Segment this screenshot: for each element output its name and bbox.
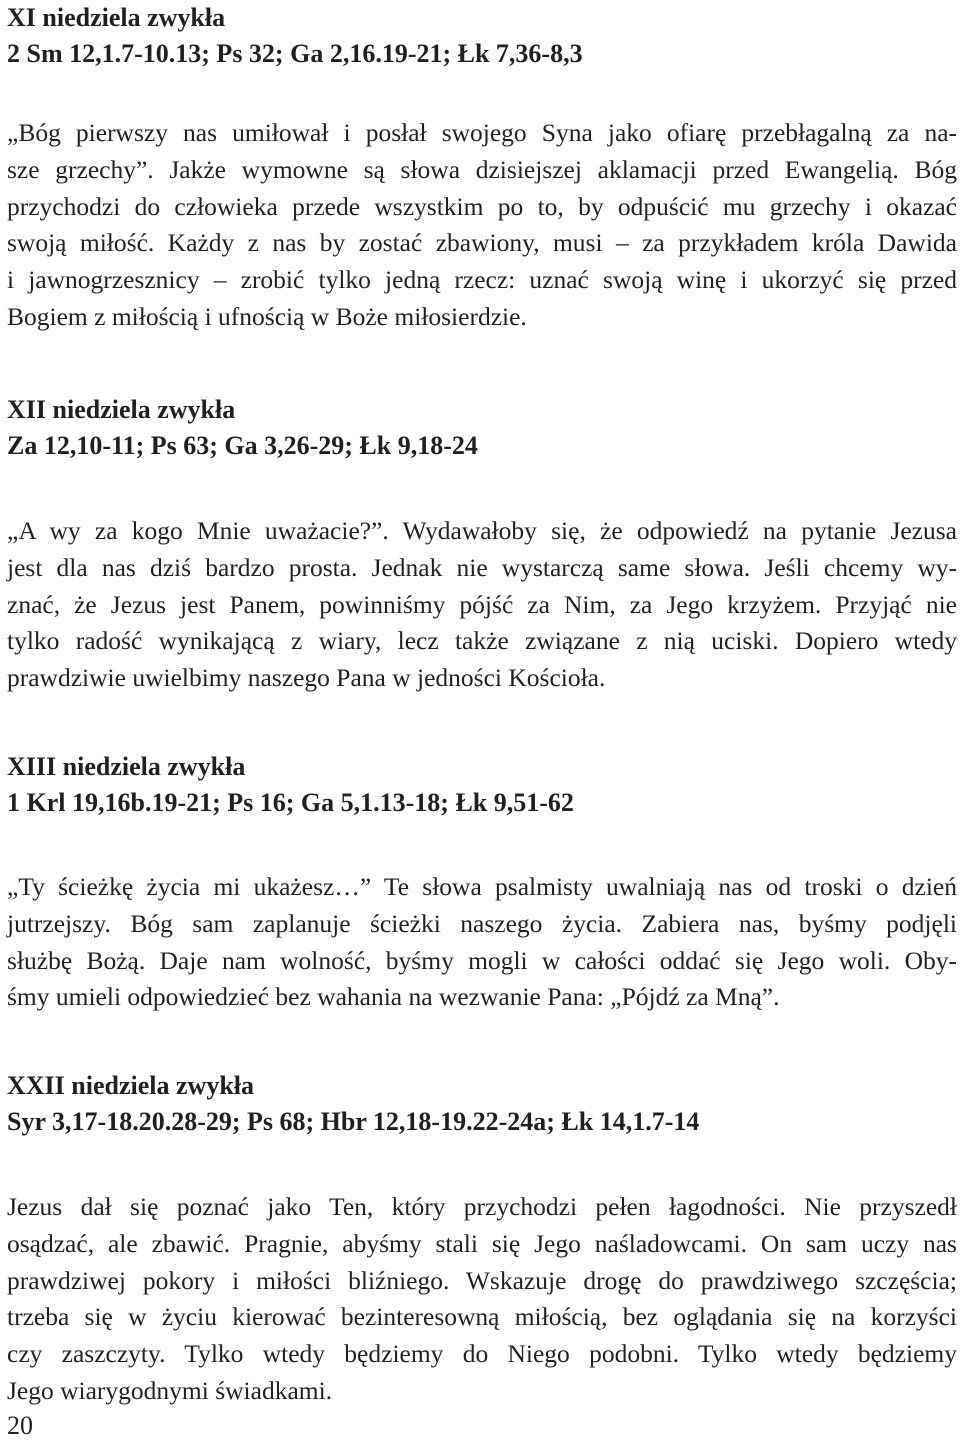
paragraph-line: służbę Bożą. Daje nam wolność, byśmy mogli w całości oddać się Jego woli. Oby- <box>7 945 957 975</box>
scripture-references: 1 Krl 19,16b.19-21; Ps 16; Ga 5,1.13-18; Łk 9,51-62 <box>7 788 574 817</box>
paragraph-line: Jego wiarygodnymi świadkami. <box>7 1375 333 1405</box>
section-paragraph <box>7 115 957 336</box>
paragraph-line: swoją miłość. Każdy z nas by zostać zbawiony, musi – za przykładem króla Dawida <box>7 228 957 258</box>
page-number: 20 <box>7 1411 33 1440</box>
section-title: XI niedziela zwykła <box>7 3 226 32</box>
section-title: XII niedziela zwykła <box>7 395 236 424</box>
paragraph-line: tylko radość wynikającą z wiary, lecz także związane z nią uciski. Dopiero wtedy <box>7 626 957 656</box>
paragraph-line: znać, że Jezus jest Panem, powinniśmy pójść za Nim, za Jego krzyżem. Przyjąć nie <box>7 589 957 619</box>
section-title: XIII niedziela zwykła <box>7 752 246 781</box>
paragraph-line: trzeba się w życiu kierować bezinteresowną miłością, bez oglądania się na korzyści <box>7 1302 957 1332</box>
paragraph-line: „A wy za kogo Mnie uważacie?”. Wydawałoby się, że odpowiedź na pytanie Jezusa <box>7 516 957 545</box>
section-paragraph <box>7 869 957 1016</box>
section-xii-sunday <box>7 392 957 697</box>
paragraph-line: śmy umieli odpowiedzieć bez wahania na wezwanie Pana: „Pójdź za Mną”. <box>7 982 780 1012</box>
paragraph-line: i jawnogrzesznicy – zrobić tylko jedną rzecz: uznać swoją winę i ukorzyć się przed <box>7 265 957 295</box>
scripture-references: 2 Sm 12,1.7-10.13; Ps 32; Ga 2,16.19-21; Łk 7,36-8,3 <box>7 39 583 68</box>
paragraph-line: osądzać, ale zbawić. Pragnie, abyśmy stali się Jego naśladowcami. On sam uczy nas <box>7 1228 957 1258</box>
paragraph-line: jutrzejszy. Bóg sam zaplanuje ścieżki naszego życia. Zabiera nas, byśmy podjęli <box>7 908 957 938</box>
section-xi-sunday <box>7 0 957 336</box>
paragraph-line: sze grzechy”. Jakże wymowne są słowa dzisiejszej aklamacji przed Ewangelią. Bóg <box>7 154 957 184</box>
paragraph-line: „Ty ścieżkę życia mi ukażesz…” Te słowa psalmisty uwalniają nas od troski o dzień <box>7 872 957 901</box>
paragraph-line: Jezus dał się poznać jako Ten, który przychodzi pełen łagodności. Nie przyszedł <box>7 1192 957 1221</box>
section-title: XXII niedziela zwykła <box>7 1071 254 1100</box>
section-xiii-sunday <box>7 749 957 1016</box>
scripture-references: Za 12,10-11; Ps 63; Ga 3,26-29; Łk 9,18-24 <box>7 431 478 460</box>
section-paragraph <box>7 1189 957 1410</box>
paragraph-line: prawdziwej pokory i miłości bliźniego. Wskazuje drogę do prawdziwego szczęścia; <box>7 1265 957 1295</box>
paragraph-line: Bogiem z miłością i ufnością w Boże miłosierdzie. <box>7 301 527 331</box>
paragraph-line: czy zaszczyty. Tylko wtedy będziemy do Niego podobni. Tylko wtedy będziemy <box>7 1339 957 1369</box>
paragraph-line: jest dla nas dziś bardzo prosta. Jednak nie wystarczą same słowa. Jeśli chcemy wy- <box>7 552 957 582</box>
section-paragraph <box>7 513 957 697</box>
paragraph-line: przychodzi do człowieka przede wszystkim po to, by odpuścić mu grzechy i okazać <box>7 191 957 221</box>
paragraph-line: prawdziwie uwielbimy naszego Pana w jedności Kościoła. <box>7 663 606 693</box>
section-xxii-sunday <box>7 1068 957 1410</box>
paragraph-line: „Bóg pierwszy nas umiłował i posłał swojego Syna jako ofiarę przebłagalną za na- <box>7 118 957 147</box>
scripture-references: Syr 3,17-18.20.28-29; Ps 68; Hbr 12,18-19.22-24a; Łk 14,1.7-14 <box>7 1107 700 1136</box>
